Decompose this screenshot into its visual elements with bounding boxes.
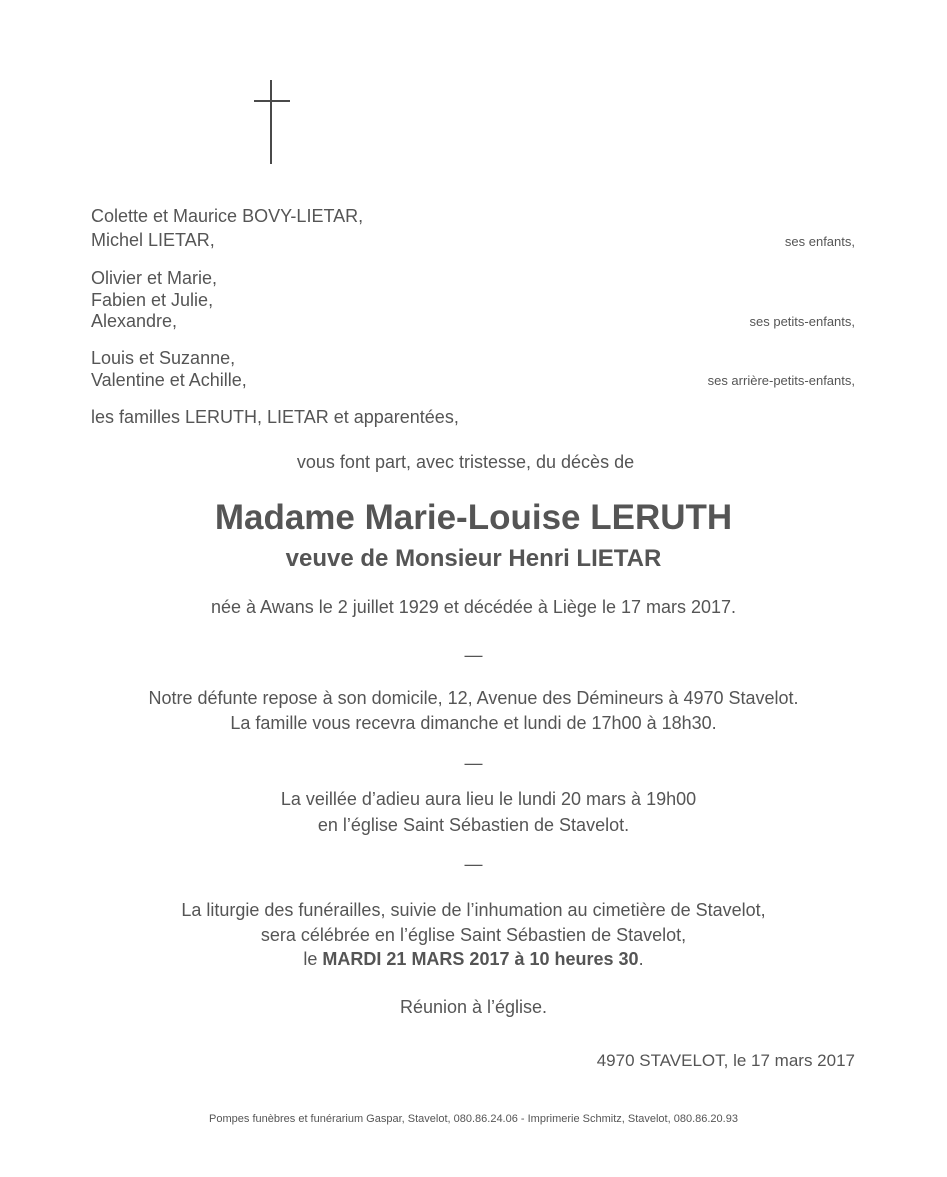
children-line-2: Michel LIETAR, xyxy=(91,230,215,250)
funeral-line-2: sera célébrée en l’église Saint Sébastien de Stavelot, xyxy=(260,925,687,945)
great-grandchildren-role: ses arrière-petits-enfants, xyxy=(707,373,855,388)
great-grandchildren-line-2: Valentine et Achille, xyxy=(91,370,247,390)
place-date: 4970 STAVELOT, le 17 mars 2017 xyxy=(596,1051,855,1070)
funeral-line-3 xyxy=(0,947,947,972)
relatives-line: les familles LERUTH, LIETAR et apparentées, xyxy=(91,407,459,427)
great-grandchildren-line-1: Louis et Suzanne, xyxy=(91,348,236,368)
grandchildren-line-3: Alexandre, xyxy=(91,311,178,331)
separator-1: — xyxy=(464,645,483,665)
birth-death-line: née à Awans le 2 juillet 1929 et décédée à Liège le 17 mars 2017. xyxy=(210,597,737,617)
funeral-date: MARDI 21 MARS 2017 à 10 heures 30 xyxy=(322,949,639,969)
meeting-line: Réunion à l’église. xyxy=(399,997,548,1017)
grandchildren-line-1: Olivier et Marie, xyxy=(91,268,218,288)
cross-horizontal-bar xyxy=(254,100,290,102)
repose-line-1: Notre défunte repose à son domicile, 12, Avenue des Démineurs à 4970 Stavelot. xyxy=(148,688,799,708)
funeral-line-1: La liturgie des funérailles, suivie de l’inhumation au cimetière de Stavelot, xyxy=(181,900,766,920)
separator-3: — xyxy=(464,854,483,874)
spouse-line: veuve de Monsieur Henri LIETAR xyxy=(285,545,662,572)
footer-credits: Pompes funèbres et funérarium Gaspar, Stavelot, 080.86.24.06 - Imprimerie Schmitz, Stavelot, 080.86.20.93 xyxy=(209,1113,738,1125)
separator-2: — xyxy=(464,753,483,773)
deceased-name: Madame Marie-Louise LERUTH xyxy=(214,498,733,537)
grandchildren-line-2: Fabien et Julie, xyxy=(91,290,214,310)
repose-line-2: La famille vous recevra dimanche et lundi de 17h00 à 18h30. xyxy=(230,713,717,733)
children-role: ses enfants, xyxy=(784,234,855,249)
announcement-intro: vous font part, avec tristesse, du décès de xyxy=(296,452,635,472)
cross-vertical-bar xyxy=(270,80,272,164)
vigil-line-1: La veillée d’adieu aura lieu le lundi 20 mars à 19h00 xyxy=(280,789,697,809)
funeral-date-suffix: . xyxy=(638,949,644,969)
grandchildren-role: ses petits-enfants, xyxy=(749,314,855,329)
children-line-1: Colette et Maurice BOVY-LIETAR, xyxy=(91,206,364,226)
vigil-line-2: en l’église Saint Sébastien de Stavelot. xyxy=(317,815,630,835)
funeral-date-prefix: le xyxy=(303,949,323,969)
